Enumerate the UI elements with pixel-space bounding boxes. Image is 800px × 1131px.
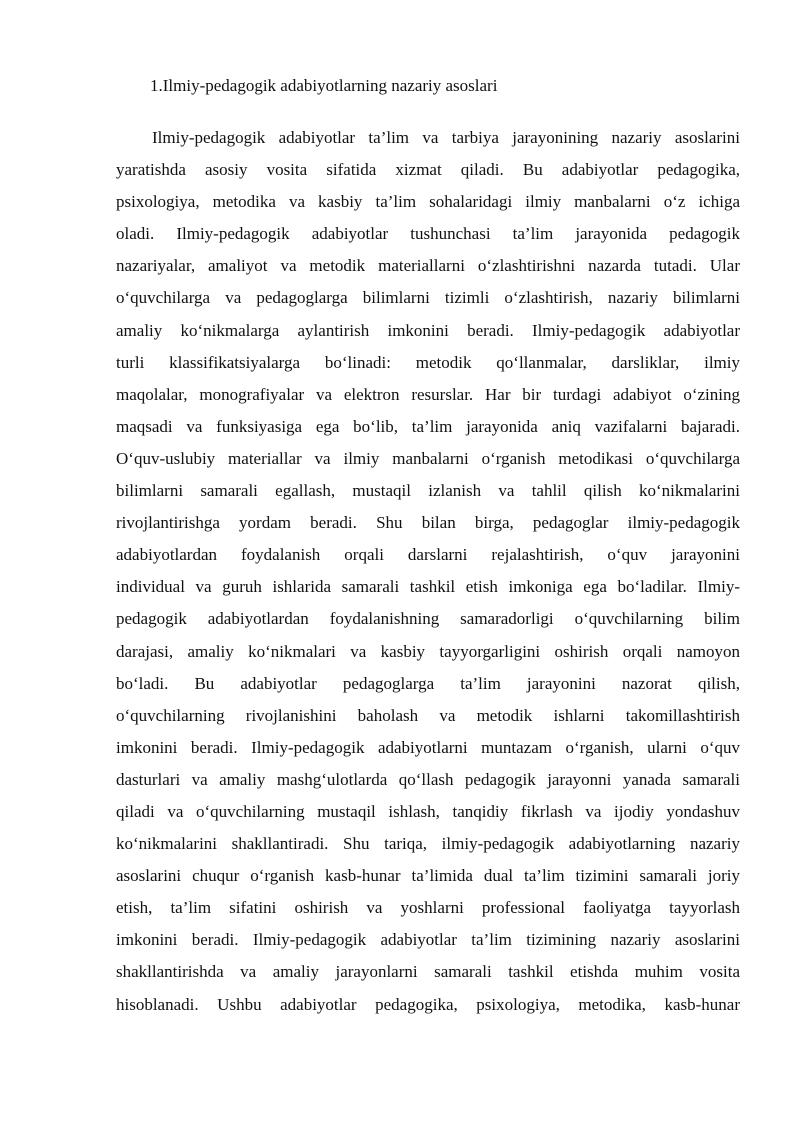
paragraph-line: nazariyalar, amaliyot va metodik materiallarni o‘zlashtirishni nazarda tutadi. Ular (116, 256, 740, 276)
paragraph-line: Ilmiy-pedagogik adabiyotlar ta’lim va tarbiya jarayonining nazariy asoslarini (152, 128, 740, 147)
paragraph-line: darajasi, amaliy ko‘nikmalari va kasbiy tayyorgarligini oshirish orqali namoyon (116, 641, 740, 661)
paragraph-line: dasturlari va amaliy mashg‘ulotlarda qo‘llash pedagogik jarayonni yanada samarali (116, 769, 740, 789)
paragraph-line: shakllantirishda va amaliy jarayonlarni samarali tashkil etishda muhim vosita (116, 962, 740, 982)
paragraph-line: pedagogik adabiyotlardan foydalanishning samaradorligi o‘quvchilarning bilim (116, 609, 740, 629)
paragraph-line: amaliy ko‘nikmalarga aylantirish imkonini beradi. Ilmiy-pedagogik adabiyotlar (116, 320, 740, 340)
paragraph-line: yaratishda asosiy vosita sifatida xizmat qiladi. Bu adabiyotlar pedagogika, (116, 160, 740, 180)
paragraph-line: hisoblanadi. Ushbu adabiyotlar pedagogika, psixologiya, metodika, kasb-hunar (116, 994, 740, 1014)
paragraph-line: ko‘nikmalarini shakllantiradi. Shu tariqa, ilmiy-pedagogik adabiyotlarning nazariy (116, 834, 740, 854)
paragraph-line: qiladi va o‘quvchilarning mustaqil ishlash, tanqidiy fikrlash va ijodiy yondashuv (116, 801, 740, 821)
paragraph-line: psixologiya, metodika va kasbiy ta’lim sohalaridagi ilmiy manbalarni o‘z ichiga (116, 192, 740, 212)
paragraph-line: turli klassifikatsiyalarga bo‘linadi: metodik qo‘llanmalar, darsliklar, ilmiy (116, 352, 740, 372)
section-heading: 1.Ilmiy-pedagogik adabiyotlarning nazariy asoslari (150, 76, 498, 95)
paragraph-line: etish, ta’lim sifatini oshirish va yoshlarni professional faoliyatga tayyorlash (116, 898, 740, 918)
paragraph-line: maqsadi va funksiyasiga ega bo‘lib, ta’lim jarayonida aniq vazifalarni bajaradi. (116, 416, 740, 436)
paragraph-line: imkonini beradi. Ilmiy-pedagogik adabiyotlar ta’lim tizimining nazariy asoslarini (116, 930, 740, 950)
paragraph-line: imkonini beradi. Ilmiy-pedagogik adabiyotlarni muntazam o‘rganish, ularni o‘quv (116, 737, 740, 757)
paragraph-line: bo‘ladi. Bu adabiyotlar pedagoglarga ta’lim jarayonini nazorat qilish, (116, 673, 740, 693)
paragraph-line: o‘quvchilarga va pedagoglarga bilimlarni tizimli o‘zlashtirish, nazariy bilimlarni (116, 288, 740, 308)
paragraph-line: maqolalar, monografiyalar va elektron resurslar. Har bir turdagi adabiyot o‘zining (116, 384, 740, 404)
paragraph-line: individual va guruh ishlarida samarali tashkil etish imkoniga ega bo‘ladilar. Ilmiy- (116, 577, 740, 597)
body-paragraph (116, 126, 740, 1025)
paragraph-line: adabiyotlardan foydalanish orqali darslarni rejalashtirish, o‘quv jarayonini (116, 545, 740, 565)
paragraph-line: bilimlarni samarali egallash, mustaqil izlanish va tahlil qilish ko‘nikmalarini (116, 481, 740, 501)
paragraph-line: asoslarini chuqur o‘rganish kasb-hunar ta’limida dual ta’lim tizimini samarali joriy (116, 866, 740, 886)
paragraph-line: rivojlantirishga yordam beradi. Shu bilan birga, pedagoglar ilmiy-pedagogik (116, 513, 740, 533)
paragraph-line: oladi. Ilmiy-pedagogik adabiyotlar tushunchasi ta’lim jarayonida pedagogik (116, 224, 740, 244)
paragraph-line: o‘quvchilarning rivojlanishini baholash va metodik ishlarni takomillashtirish (116, 705, 740, 725)
paragraph-line: O‘quv-uslubiy materiallar va ilmiy manbalarni o‘rganish metodikasi o‘quvchilarga (116, 448, 740, 468)
